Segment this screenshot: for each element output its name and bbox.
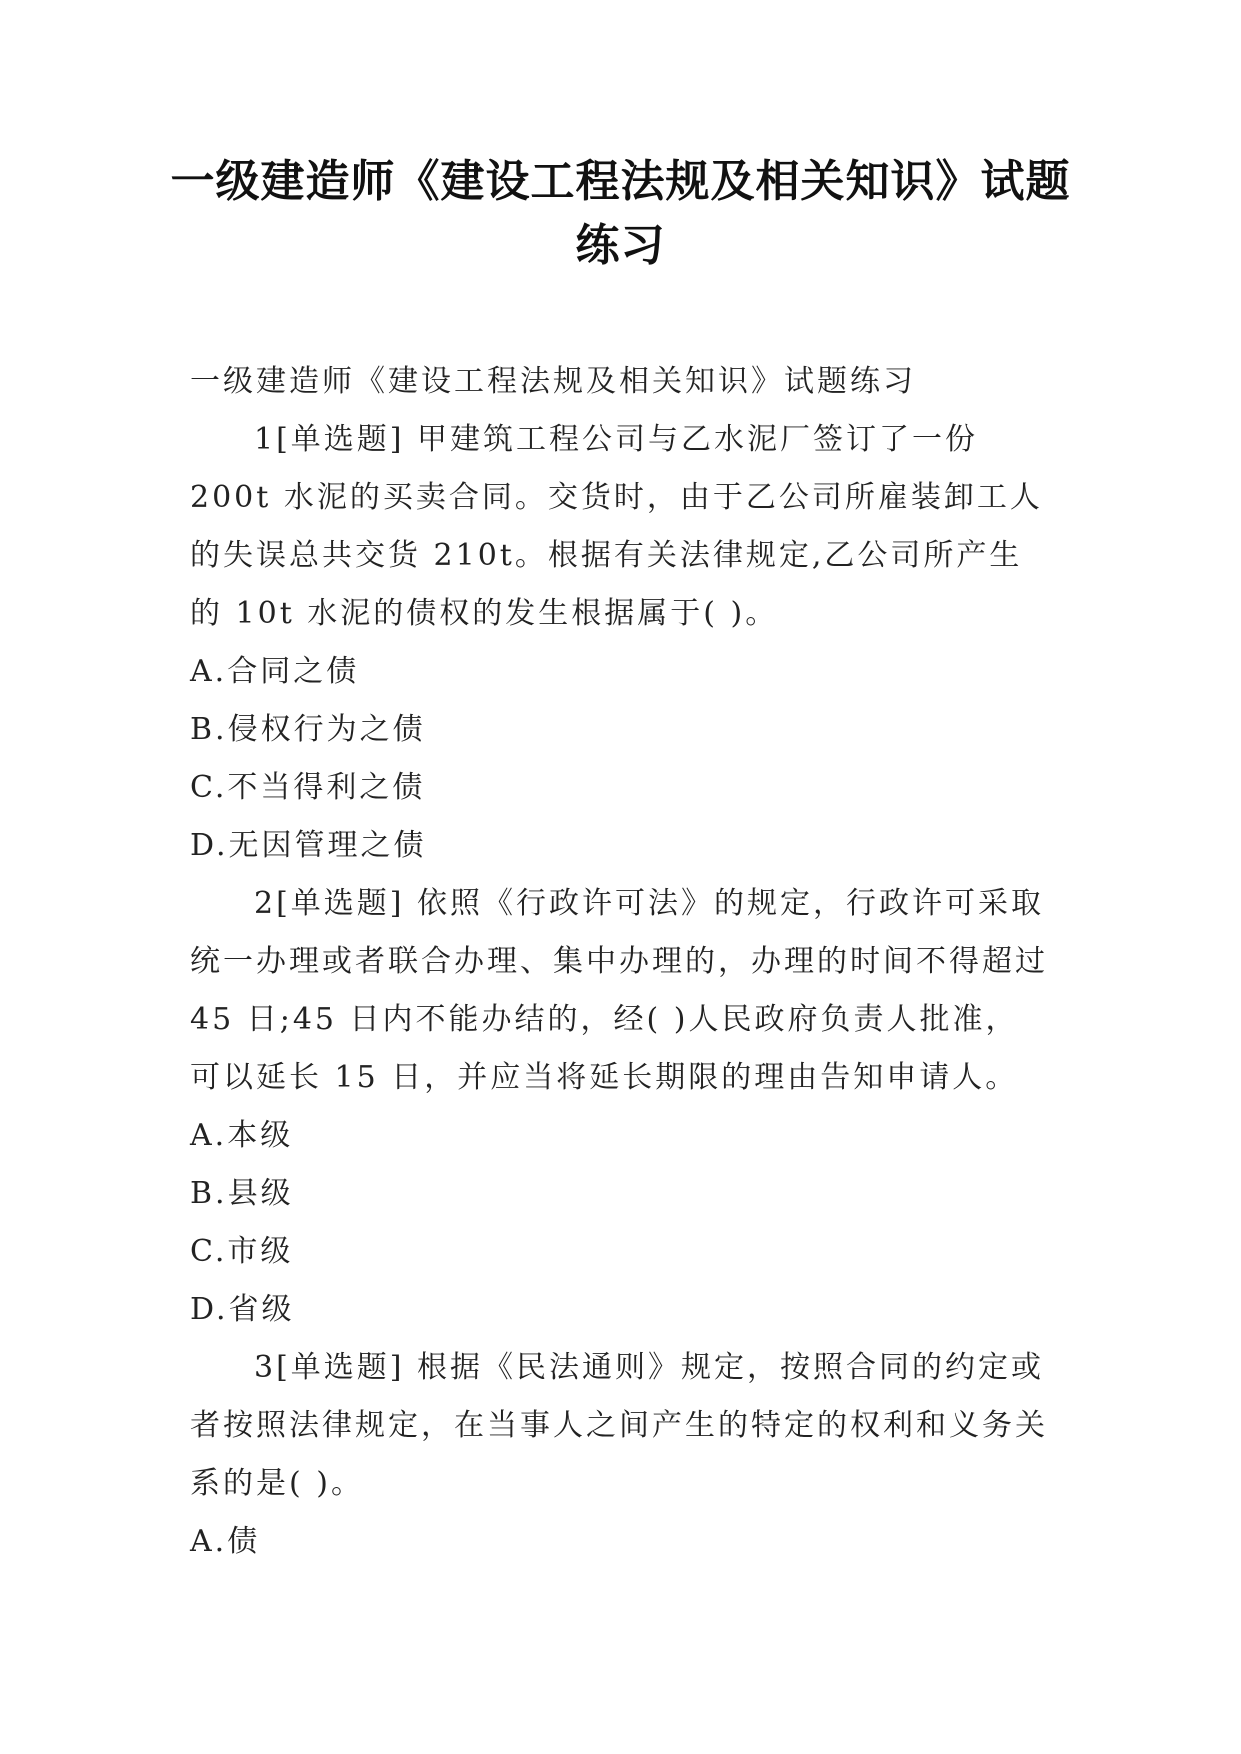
question-3-option-a: A.债 [190, 1524, 261, 1559]
question-2-option-a: A.本级 [190, 1118, 294, 1153]
question-2-option-c: C.市级 [190, 1234, 294, 1269]
question-2-option-b: B.县级 [190, 1176, 294, 1211]
question-1-option-c: C.不当得利之债 [190, 770, 426, 805]
document-title: 一级建造师《建设工程法规及相关知识》试题练习 [170, 156, 1071, 271]
question-1-stem: 1[单选题] 甲建筑工程公司与乙水泥厂签订了一份200t 水泥的买卖合同。交货时，由于乙公司所雇装卸工人的失误总共交货 210t。根据有关法律规定,乙公司所产生的 10t 水泥的债权的发生根据属于( )。 [190, 422, 1043, 631]
document-body [190, 353, 1050, 1571]
question-3-stem: 3[单选题] 根据《民法通则》规定，按照合同的约定或者按照法律规定，在当事人之间产生的特定的权利和义务关系的是( )。 [190, 1350, 1048, 1501]
question-1-option-b: B.侵权行为之债 [190, 712, 426, 747]
question-1-option-d: D.无因管理之债 [190, 828, 427, 863]
document-subtitle: 一级建造师《建设工程法规及相关知识》试题练习 [190, 364, 916, 399]
question-2-stem: 2[单选题] 依照《行政许可法》的规定，行政许可采取统一办理或者联合办理、集中办理的，办理的时间不得超过 45 日;45 日内不能办结的，经( )人民政府负责人批准，可以延长 15 日，并应当将延长期限的理由告知申请人。 [190, 886, 1048, 1095]
question-2-option-d: D.省级 [190, 1292, 295, 1327]
question-1-option-a: A.合同之债 [190, 654, 360, 689]
